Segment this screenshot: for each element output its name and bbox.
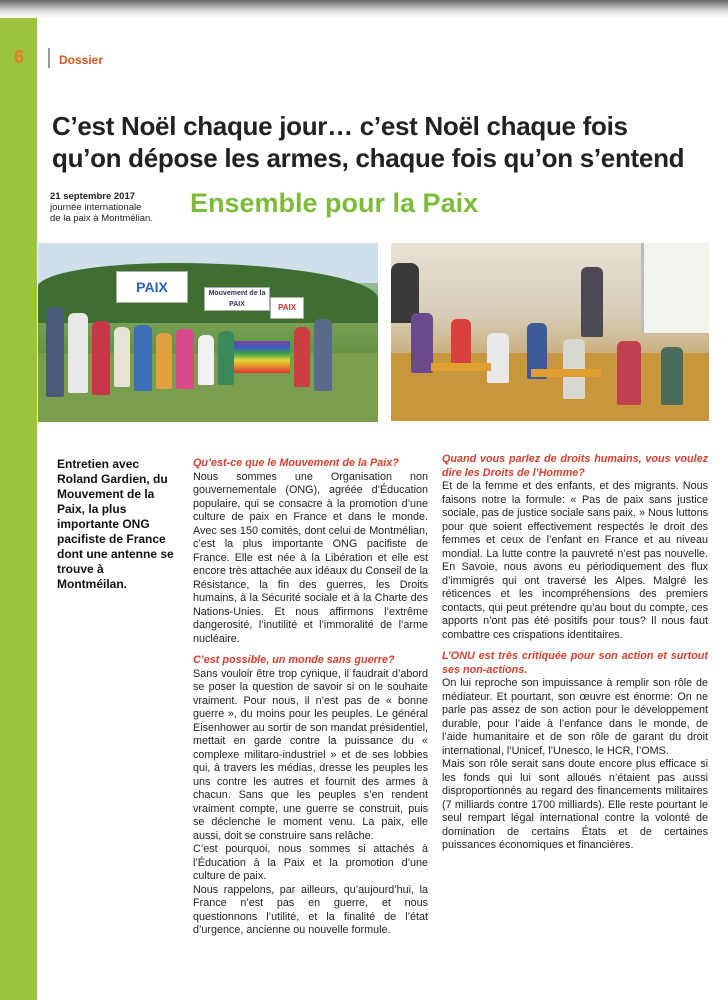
paragraph: Mais son rôle serait sans doute encore plus efficace si les fonds qui lui sont alloués n’étaient pas aussi disproportionnés au regard des financements militaires (7 milliards contre 1700 milliards). Elle reste pourtant le seul rempart légal international contre la volonté de domination de certains États et de certaines puissances économiques et financières. xyxy=(442,758,708,851)
question-heading: Qu’est-ce que le Mouvement de la Paix? xyxy=(193,457,399,469)
interview-intro: Entretien avec Roland Gardien, du Mouvement de la Paix, la plus importante ONG pacifiste de France dont une antenne se trouve à Montméilan. xyxy=(57,457,174,591)
person xyxy=(487,333,509,383)
subtitle: Ensemble pour la Paix xyxy=(190,188,479,218)
person xyxy=(218,331,234,385)
banner-paix: PAIX xyxy=(116,271,188,303)
person xyxy=(176,329,194,389)
banner-mouvement: Mouvement de la PAIX xyxy=(204,287,270,311)
person xyxy=(114,327,130,387)
person xyxy=(92,321,110,395)
person xyxy=(617,341,641,405)
date-line: de la paix à Montmélian. xyxy=(50,213,153,224)
page-separator xyxy=(48,48,50,68)
section-label: Dossier xyxy=(59,53,104,67)
person xyxy=(314,319,332,391)
person xyxy=(68,313,88,393)
group-photo xyxy=(38,243,378,422)
person xyxy=(198,335,214,385)
headline: C’est Noël chaque jour… c’est Noël chaque fois qu’on dépose les armes, chaque fois qu’on s’entend xyxy=(52,111,685,173)
classroom-photo xyxy=(391,243,709,421)
page-margin-bar xyxy=(0,0,37,1000)
scan-shadow xyxy=(0,0,728,18)
person xyxy=(294,327,310,387)
person xyxy=(156,333,172,389)
column-2 xyxy=(442,453,708,853)
question-heading: C’est possible, un monde sans guerre? xyxy=(193,654,395,666)
person xyxy=(411,313,433,373)
question-heading: Quand vous parlez de droits humains, vous voulez dire les Droits de l’Homme? xyxy=(442,453,708,479)
page-number: 6 xyxy=(14,47,25,67)
paragraph: Nous rappelons, par ailleurs, qu’aujourd’hui, la France n’est pas en guerre, et nous questionnons l’utilité, et la finalité de l’état d’urgence, ancienne ou nouvelle formule. xyxy=(193,883,428,936)
person xyxy=(134,325,152,391)
date-line: 21 septembre 2017 xyxy=(50,191,136,202)
paragraph: Sans vouloir être trop cynique, il faudrait d’abord se poser la question de savoir si on le souhaite vraiment. Pour nous, il n’est pas de « bonne guerre », du moins pour les peuples. Le général Eisenhower au sortir de son mandat présidentiel, mettait en garde contre la puissance du « complexe militaro-industriel » et de ses lobbies qui, à travers les médias, dresse les peuples les uns contre les autres et fournit des armes à chacun. Sans que les peuples s’en rendent vraiment compte, une guerre se construit, puis se déclenche le moment venu. La paix, elle aussi, doit se construire sans relâche. xyxy=(193,667,428,842)
column-1 xyxy=(193,457,428,938)
person xyxy=(661,347,683,405)
person xyxy=(46,307,64,397)
paragraph: Et de la femme et des enfants, et des migrants. Nous faisons notre la formule: « Pas de paix sans justice sociale, pas de justice sociale sans paix. » Nous luttons pour que soient effectivement respectés le droit des femmes et ceux de l’enfant en France et au niveau mondial. La lutte contre la pauvreté n’est pas nouvelle. En Savoie, nous avons eu périodiquement des flux d’immigrés qui ont traversé les Alpes. Malgré les réticences et les incompréhensions des premiers contacts, qui peut prétendre qu’au bout du compte, ces apports n’ont pas été positifs pour tous? Il nous faut combattre ces crispations identitaires. xyxy=(442,480,708,641)
rainbow-flag xyxy=(234,341,290,373)
paragraph: C’est pourquoi, nous sommes si attachés à l’Éducation à la Paix et la promotion d’une culture de paix. xyxy=(193,843,428,882)
paragraph: Nous sommes une Organisation non gouvernementale (ONG), agréée d’Éducation populaire, qui se consacre à la promotion d’une culture de paix en France et dans le monde. Avec ses 150 comités, dont celui de Montmélian, c’est la plus importante ONG pacifiste de France. Elle est née à la Libération et elle est encore très attachée aux idéaux du Conseil de la Résistance, la fin des guerres, les Droits humains, à la Sécurité sociale et à la Charte des Nations-Unies. Et nous affirmons l’extrême dangerosité, l’inutilité et l’immoralité de l’arme nucléaire. xyxy=(193,470,428,645)
paragraph: On lui reproche son impuissance à remplir son rôle de médiateur. Et pourtant, son œuvre est énorme: On ne parle pas assez de son action pour le développement durable, pour l’aide à l’enfance dans le monde, de l’aide humanitaire et de son rôle de garant du droit international, l’Unicef, l’Unesco, le HCR, l’OMS. xyxy=(442,677,708,757)
person xyxy=(581,267,603,337)
date-block xyxy=(50,191,153,224)
date-line: journée internationale xyxy=(50,202,142,213)
banner-paix-small: PAIX xyxy=(270,297,304,319)
question-heading: L’ONU est très critiquée pour son action et surtout ses non-actions. xyxy=(442,650,708,676)
